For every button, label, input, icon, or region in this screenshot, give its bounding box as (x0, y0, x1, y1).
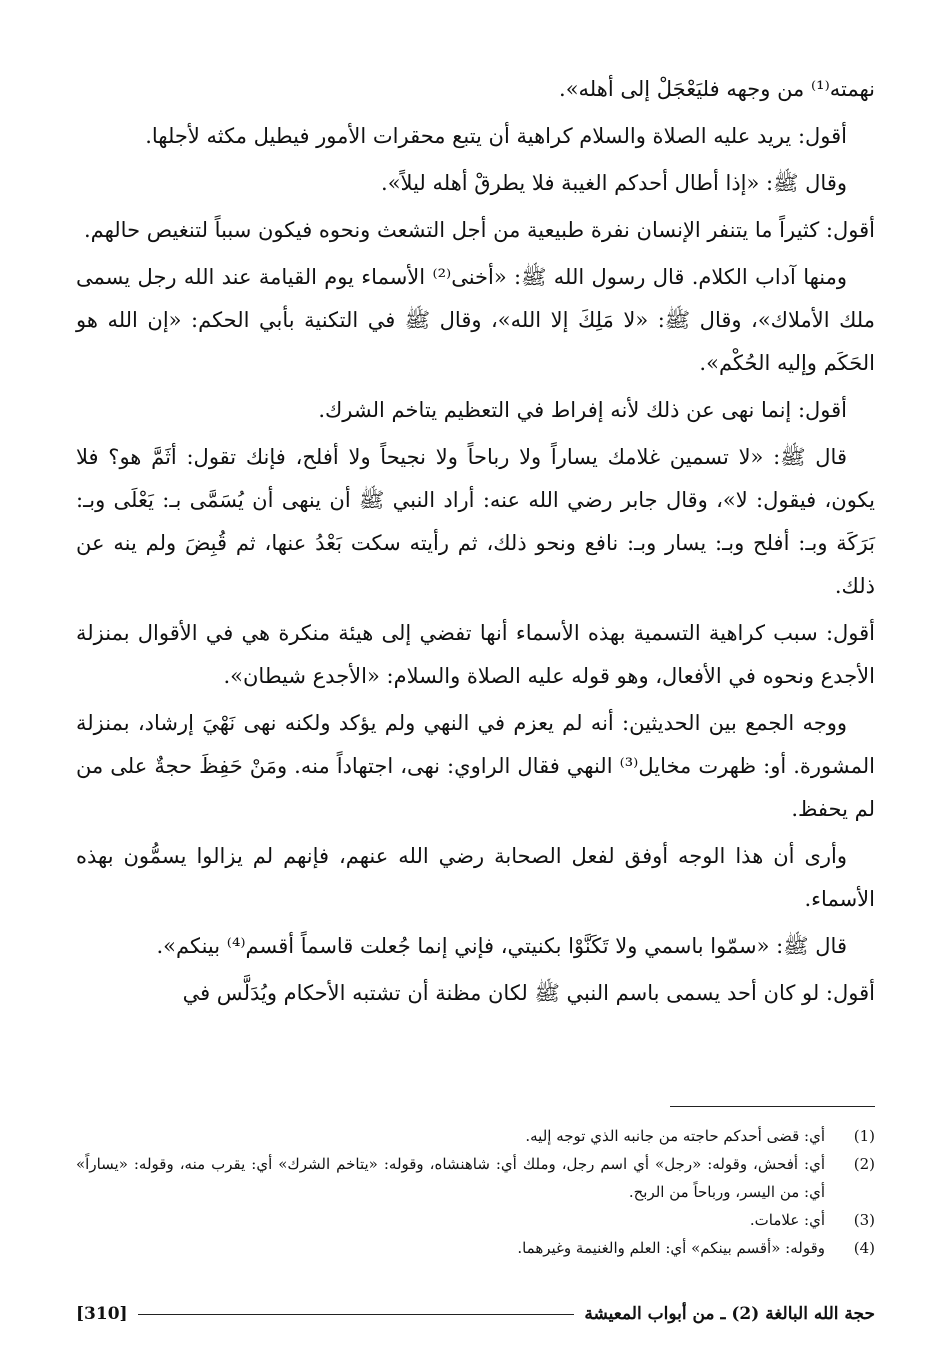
book-title: حجة الله البالغة (2) ـ من أبواب المعيشة (584, 1304, 875, 1324)
paragraph: أقول: كثيراً ما يتنفر الإنسان نفرة طبيعية من أجل التشعث ونحوه فيكون سبباً لتنغيص حالهم. (83, 218, 875, 242)
paragraph: ومنها آداب الكلام. قال رسول الله ﷺ: «أخنى⁽²⁾ الأسماء يوم القيامة عند الله رجل يسمى ملك الأملاك»، وقال ﷺ: «لا مَلِكَ إلا الله»، وقال ﷺ في التكنية بأبي الحكم: «إن الله هو الحَكَم وإليه الحُكْم». (76, 265, 875, 375)
paragraph: قال ﷺ: «سمّوا باسمي ولا تَكَنَّوْا بكنيتي، فإني إنما جُعلت قاسماً أقسم⁽⁴⁾ بينكم». (156, 934, 847, 958)
footnote-number: (3) (853, 1211, 875, 1229)
paragraph: أقول: سبب كراهية التسمية بهذه الأسماء أنها تفضي إلى هيئة منكرة هي في الأقوال بمنزلة الأجدع ونحوه في الأفعال، وهو قوله عليه الصلاة والسلام: «الأجدع شيطان». (76, 621, 875, 688)
footnote-number: (2) (853, 1155, 875, 1173)
footnote (76, 1206, 875, 1234)
footnote-text: أي: أفحش، وقوله: «رجل» أي اسم رجل، وملك أي: شاهنشاه، وقوله: «يتاخم الشرك» أي: يقرب منه، وقوله: «يساراً» أي: من اليسر، ورباحاً من الربح. (76, 1155, 825, 1201)
page-footer (76, 1304, 875, 1324)
footnotes (76, 1122, 875, 1262)
footnote-text: أي: قضى أحدكم حاجته من جانبه الذي توجه إليه. (525, 1127, 825, 1145)
paragraph: وأرى أن هذا الوجه أوفق لفعل الصحابة رضي الله عنهم، فإنهم لم يزالوا يسمُّون بهذه الأسماء. (76, 844, 875, 911)
footnote-number: (4) (853, 1239, 875, 1257)
paragraph: نهمته⁽¹⁾ من وجهه فليَعْجَلْ إلى أهله». (559, 77, 875, 101)
paragraph: أقول: إنما نهى عن ذلك لأنه إفراط في التعظيم يتاخم الشرك. (318, 398, 847, 422)
footnote (76, 1234, 875, 1262)
footnote (76, 1150, 875, 1206)
footnote-number: (1) (853, 1127, 875, 1145)
paragraph: ووجه الجمع بين الحديثين: أنه لم يعزم في النهي ولم يؤكد ولكنه نهى نَهْيَ إرشاد، بمنزلة المشورة. أو: ظهرت مخايل⁽³⁾ النهي فقال الراوي: نهى، اجتهاداً منه. ومَنْ حَفِظَ حجةٌ على من لم يحفظ. (76, 711, 876, 821)
footnote-text: وقوله: «أقسم بينكم» أي: العلم والغنيمة وغيرهما. (517, 1239, 825, 1257)
paragraph: وقال ﷺ: «إذا أطال أحدكم الغيبة فلا يطرقْ أهله ليلاً». (381, 171, 847, 195)
footnote-divider (670, 1106, 875, 1107)
footnote-text: أي: علامات. (749, 1211, 825, 1229)
footnote (76, 1122, 875, 1150)
footer-rule (138, 1314, 575, 1315)
paragraph: أقول: لو كان أحد يسمى باسم النبي ﷺ لكان مظنة أن تشتبه الأحكام ويُدَلَّس في (182, 981, 875, 1005)
paragraph: أقول: يريد عليه الصلاة والسلام كراهية أن يتبع محقرات الأمور فيطيل مكثه لأجلها. (145, 124, 847, 148)
paragraph: قال ﷺ: «لا تسمين غلامك يساراً ولا رباحاً ولا نجيحاً ولا أفلح، فإنك تقول: أثَمَّ هو؟ فلا يكون، فيقول: لا»، وقال جابر رضي الله عنه: أراد النبي ﷺ أن ينهى أن يُسَمَّى بـ: يَعْلَى وبـ: بَرَكَة وبـ: أفلح وبـ: يسار وبـ: نافع ونحو ذلك، ثم رأيته سكت بَعْدُ عنها، ثم قُبِضَ ولم ينه عن ذلك. (76, 445, 875, 598)
main-text (76, 68, 875, 1015)
page-number: [310] (76, 1304, 128, 1324)
